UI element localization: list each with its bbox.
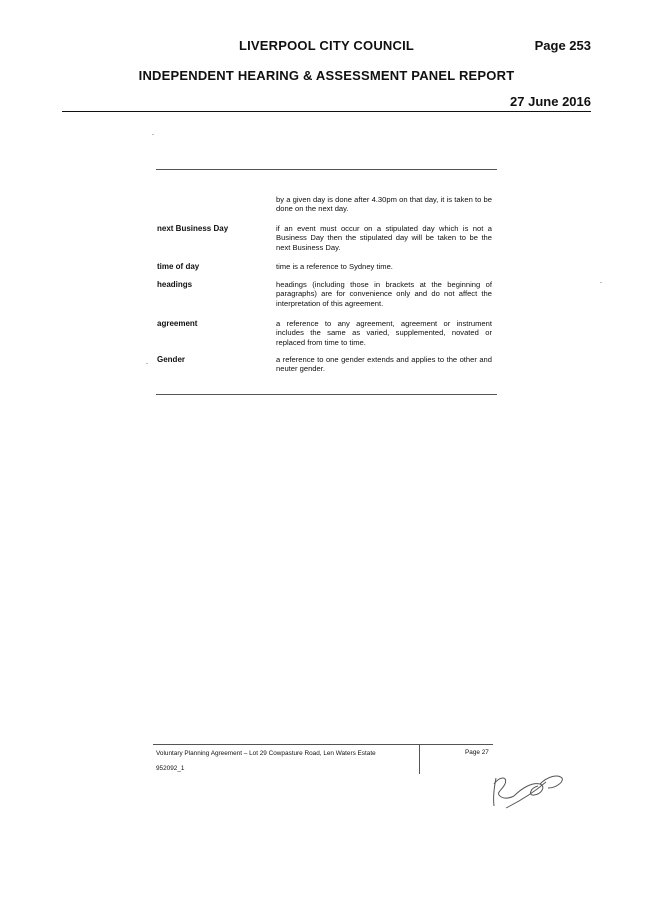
definition-term: agreement xyxy=(157,319,198,328)
definition-meaning: time is a reference to Sydney time. xyxy=(276,262,393,271)
footer-page-number: Page 27 xyxy=(465,749,489,756)
header-divider xyxy=(62,111,591,112)
definition-meaning: a reference to one gender extends and applies to the other and neuter gender. xyxy=(276,355,492,374)
report-date: 27 June 2016 xyxy=(510,94,591,109)
footer-divider xyxy=(153,744,493,745)
definition-term: headings xyxy=(157,280,193,289)
report-title: INDEPENDENT HEARING & ASSESSMENT PANEL REPORT xyxy=(138,68,515,83)
page-header-council: LIVERPOOL CITY COUNCIL xyxy=(238,38,415,53)
definition-term: time of day xyxy=(157,262,200,271)
footer-separator xyxy=(419,744,420,774)
definition-term: Gender xyxy=(157,355,186,364)
definition-meaning: if an event must occur on a stipulated day which is not a Business Day then the stipulated day will be taken to be the next Business Day. xyxy=(276,224,492,252)
definition-meaning: headings (including those in brackets at the beginning of paragraphs) are for convenience only and do not affect the interpretation of this agreement. xyxy=(276,280,492,308)
scan-speck xyxy=(146,363,148,364)
signature-icon xyxy=(488,768,566,812)
page-number: Page 253 xyxy=(534,38,591,53)
definition-term: next Business Day xyxy=(157,224,229,233)
footer-document-code: 952092_1 xyxy=(156,765,185,772)
document-bottom-rule xyxy=(156,394,497,395)
scan-speck xyxy=(600,282,602,283)
scan-speck xyxy=(152,134,154,135)
document-top-rule xyxy=(156,169,497,170)
footer-title: Voluntary Planning Agreement – Lot 29 Cowpasture Road, Len Waters Estate xyxy=(156,750,376,757)
definition-meaning: a reference to any agreement, agreement or instrument includes the same as varied, supplemented, novated or replaced from time to time. xyxy=(276,319,492,347)
definition-meaning: by a given day is done after 4.30pm on that day, it is taken to be done on the next day. xyxy=(276,195,492,214)
